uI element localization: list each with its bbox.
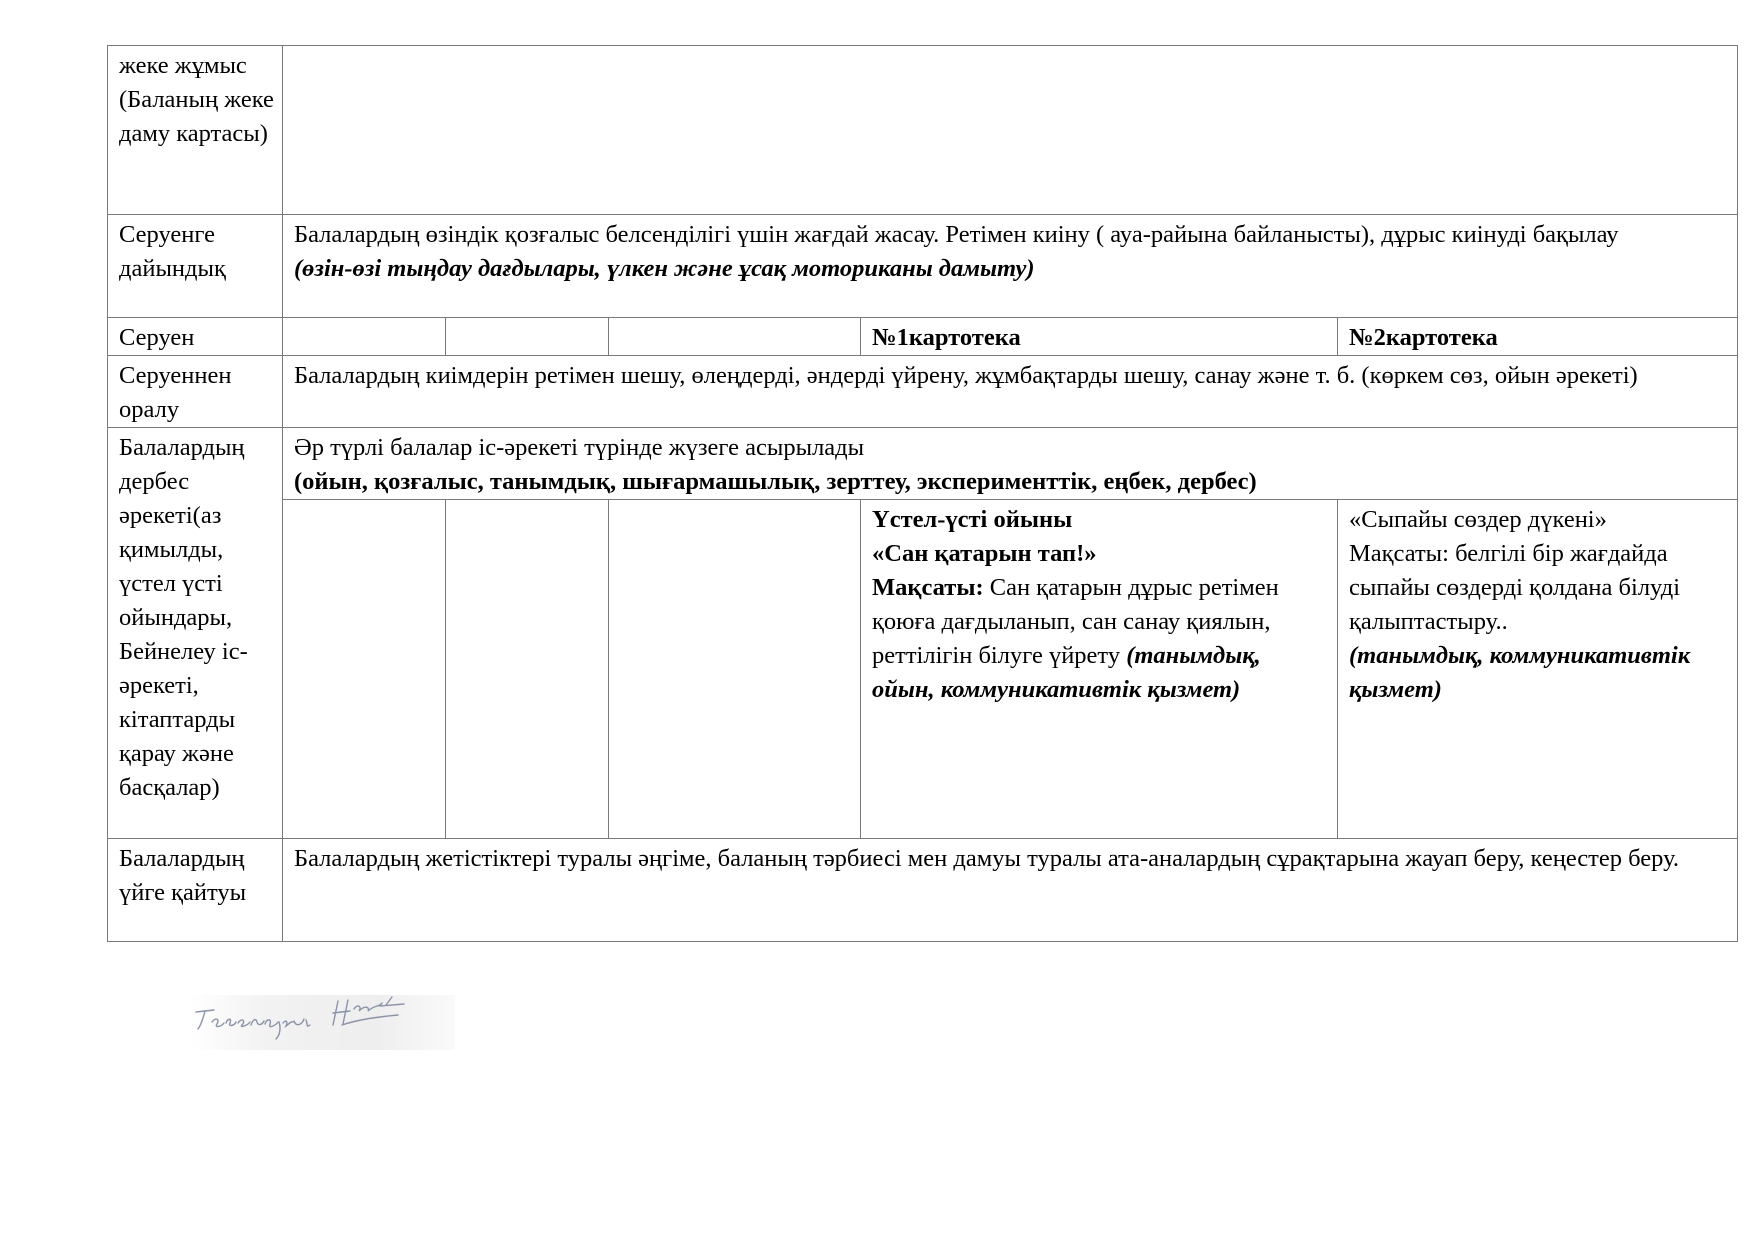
walk-prep-text: Балалардың өзіндік қозғалыс белсенділігі үшін жағдай жасау. Ретімен киіну ( ауа-райына байланысты), дұрыс киінуді бақылау bbox=[294, 221, 1619, 248]
walk-row bbox=[108, 318, 1738, 356]
walk-prep-content bbox=[283, 215, 1738, 318]
individual-work-label: жеке жұмыс (Баланың жеке даму картасы) bbox=[108, 46, 283, 215]
polite-words-name: «Сыпайы сөздер дүкені» bbox=[1349, 506, 1607, 533]
board-game-title: Үстел-үсті ойыны bbox=[872, 506, 1073, 533]
going-home-row bbox=[108, 839, 1738, 942]
walk-cell-1 bbox=[283, 318, 446, 356]
board-game-cell bbox=[861, 500, 1338, 839]
board-game-name: «Сан қатарын тап!» bbox=[872, 540, 1097, 567]
independent-activity-intro: Әр түрлі балалар іс-әрекеті түрінде жүзеге асырылады bbox=[294, 434, 865, 461]
polite-words-cell bbox=[1338, 500, 1738, 839]
board-game-goal-text: Сан қатарын дұрыс ретімен қоюға дағдыланып, сан санау қиялын, реттілігін білуге үйрету bbox=[872, 574, 1279, 669]
handwritten-signature bbox=[190, 995, 455, 1050]
walk-prep-note: (өзін-өзі тыңдау дағдылары, үлкен және ұсақ моториканы дамыту) bbox=[294, 255, 1035, 282]
independent-activity-intro-cell bbox=[283, 428, 1738, 500]
return-from-walk-content: Балалардың киімдерін ретімен шешу, өлеңдерді, әндерді үйрену, жұмбақтарды шешу, санау және т. б. (көркем сөз, ойын әрекеті) bbox=[283, 356, 1738, 428]
signature-ink bbox=[190, 995, 455, 1050]
board-game-activity: (танымдық, ойын, коммуникативтік қызмет) bbox=[872, 642, 1261, 703]
polite-words-activity: (танымдық, коммуникативтік қызмет) bbox=[1349, 642, 1691, 703]
walk-prep-row bbox=[108, 215, 1738, 318]
games-empty-cell-2 bbox=[446, 500, 609, 839]
going-home-content: Балалардың жетістіктері туралы әңгіме, баланың тәрбиесі мен дамуы туралы ата-аналардың сұрақтарына жауап беру, кеңестер беру. bbox=[283, 839, 1738, 942]
walk-prep-label: Серуенге дайындық bbox=[108, 215, 283, 318]
independent-activity-row bbox=[108, 428, 1738, 500]
board-game-goal-label: Мақсаты: bbox=[872, 574, 984, 601]
going-home-label: Балалардың үйге қайтуы bbox=[108, 839, 283, 942]
individual-work-row bbox=[108, 46, 1738, 215]
independent-activity-types: (ойын, қозғалыс, танымдық, шығармашылық, зерттеу, эксперименттік, еңбек, дербес) bbox=[294, 468, 1257, 495]
walk-cell-2 bbox=[446, 318, 609, 356]
walk-label: Серуен bbox=[108, 318, 283, 356]
return-from-walk-row bbox=[108, 356, 1738, 428]
daily-plan-table bbox=[107, 45, 1738, 942]
walk-card-1: №1картотека bbox=[861, 318, 1338, 356]
games-empty-cell-3 bbox=[609, 500, 861, 839]
walk-cell-3 bbox=[609, 318, 861, 356]
polite-words-goal: Мақсаты: белгілі бір жағдайда сыпайы сөздерді қолдана білуді қалыптастыру.. bbox=[1349, 540, 1681, 635]
walk-card-2: №2картотека bbox=[1338, 318, 1738, 356]
independent-activity-games-row bbox=[108, 500, 1738, 839]
return-from-walk-label: Серуеннен оралу bbox=[108, 356, 283, 428]
individual-work-content bbox=[283, 46, 1738, 215]
games-empty-cell-1 bbox=[283, 500, 446, 839]
independent-activity-label: Балалардың дербес әрекеті(аз қимылды, үстел үсті ойындары, Бейнелеу іс- әрекеті, кітаптарды қарау және басқалар) bbox=[108, 428, 283, 839]
